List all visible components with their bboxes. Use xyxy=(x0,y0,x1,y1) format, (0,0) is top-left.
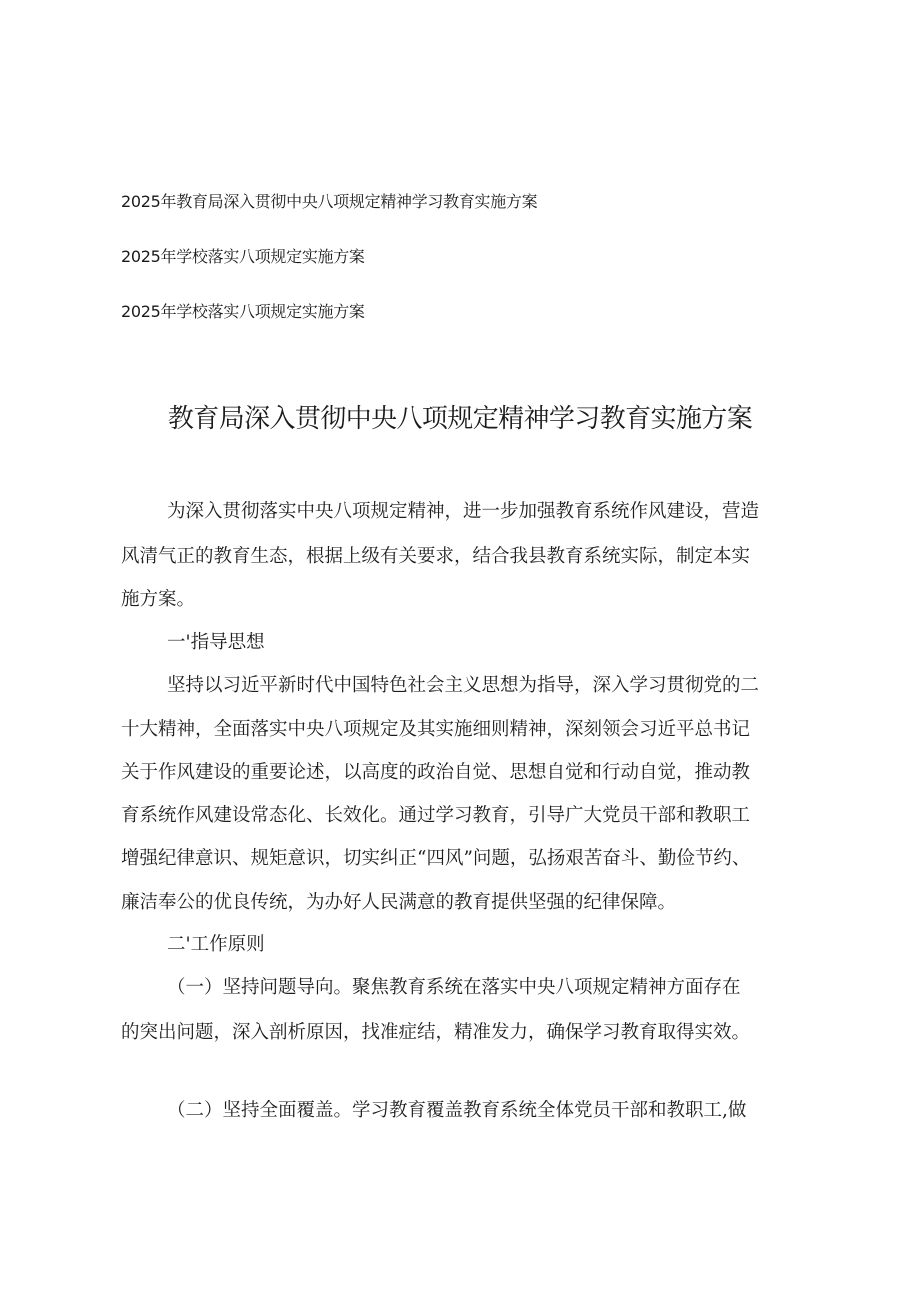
toc-item-3: 2025年学校落实八项规定实施方案 xyxy=(121,302,365,321)
document-title: 教育局深入贯彻中央八项规定精神学习教育实施方案 xyxy=(167,404,753,434)
section2-item1-line-1: （一）坚持问题导向。聚焦教育系统在落实中央八项规定精神方面存在 xyxy=(167,977,741,998)
toc-item-2: 2025年学校落实八项规定实施方案 xyxy=(121,247,365,266)
section1-line-4: 育系统作风建设常态化、长效化。通过学习教育，引导广大党员干部和教职工 xyxy=(121,805,751,826)
section1-line-5: 增强纪律意识、规矩意识，切实纠正“四风”问题，弘扬艰苦奋斗、勤俭节约、 xyxy=(121,848,751,869)
section1-line-2: 十大精神，全面落实中央八项规定及其实施细则精神，深刻领会习近平总书记 xyxy=(121,719,751,740)
toc-item-1: 2025年教育局深入贯彻中央八项规定精神学习教育实施方案 xyxy=(121,192,538,211)
section2-item2-line-1: （二）坚持全面覆盖。学习教育覆盖教育系统全体党员干部和教职工,做 xyxy=(167,1100,747,1121)
section-heading-working-principles: 二'工作原则 xyxy=(167,934,265,955)
section1-line-6: 廉洁奉公的优良传统，为办好人民满意的教育提供坚强的纪律保障。 xyxy=(121,892,677,913)
intro-line-3: 施方案。 xyxy=(121,589,196,610)
section-heading-guiding-ideology: 一'指导思想 xyxy=(167,632,265,653)
section1-line-3: 关于作风建设的重要论述，以高度的政治自觉、思想自觉和行动自觉，推动教 xyxy=(121,762,751,783)
section2-item1-line-2: 的突出问题，深入剖析原因，找准症结，精准发力，确保学习教育取得实效。 xyxy=(121,1022,751,1043)
section1-line-1: 坚持以习近平新时代中国特色社会主义思想为指导，深入学习贯彻党的二 xyxy=(167,675,760,696)
intro-line-2: 风清气正的教育生态，根据上级有关要求，结合我县教育系统实际，制定本实 xyxy=(121,546,751,567)
intro-line-1: 为深入贯彻落实中央八项规定精神，进一步加强教育系统作风建设，营造 xyxy=(167,501,760,522)
